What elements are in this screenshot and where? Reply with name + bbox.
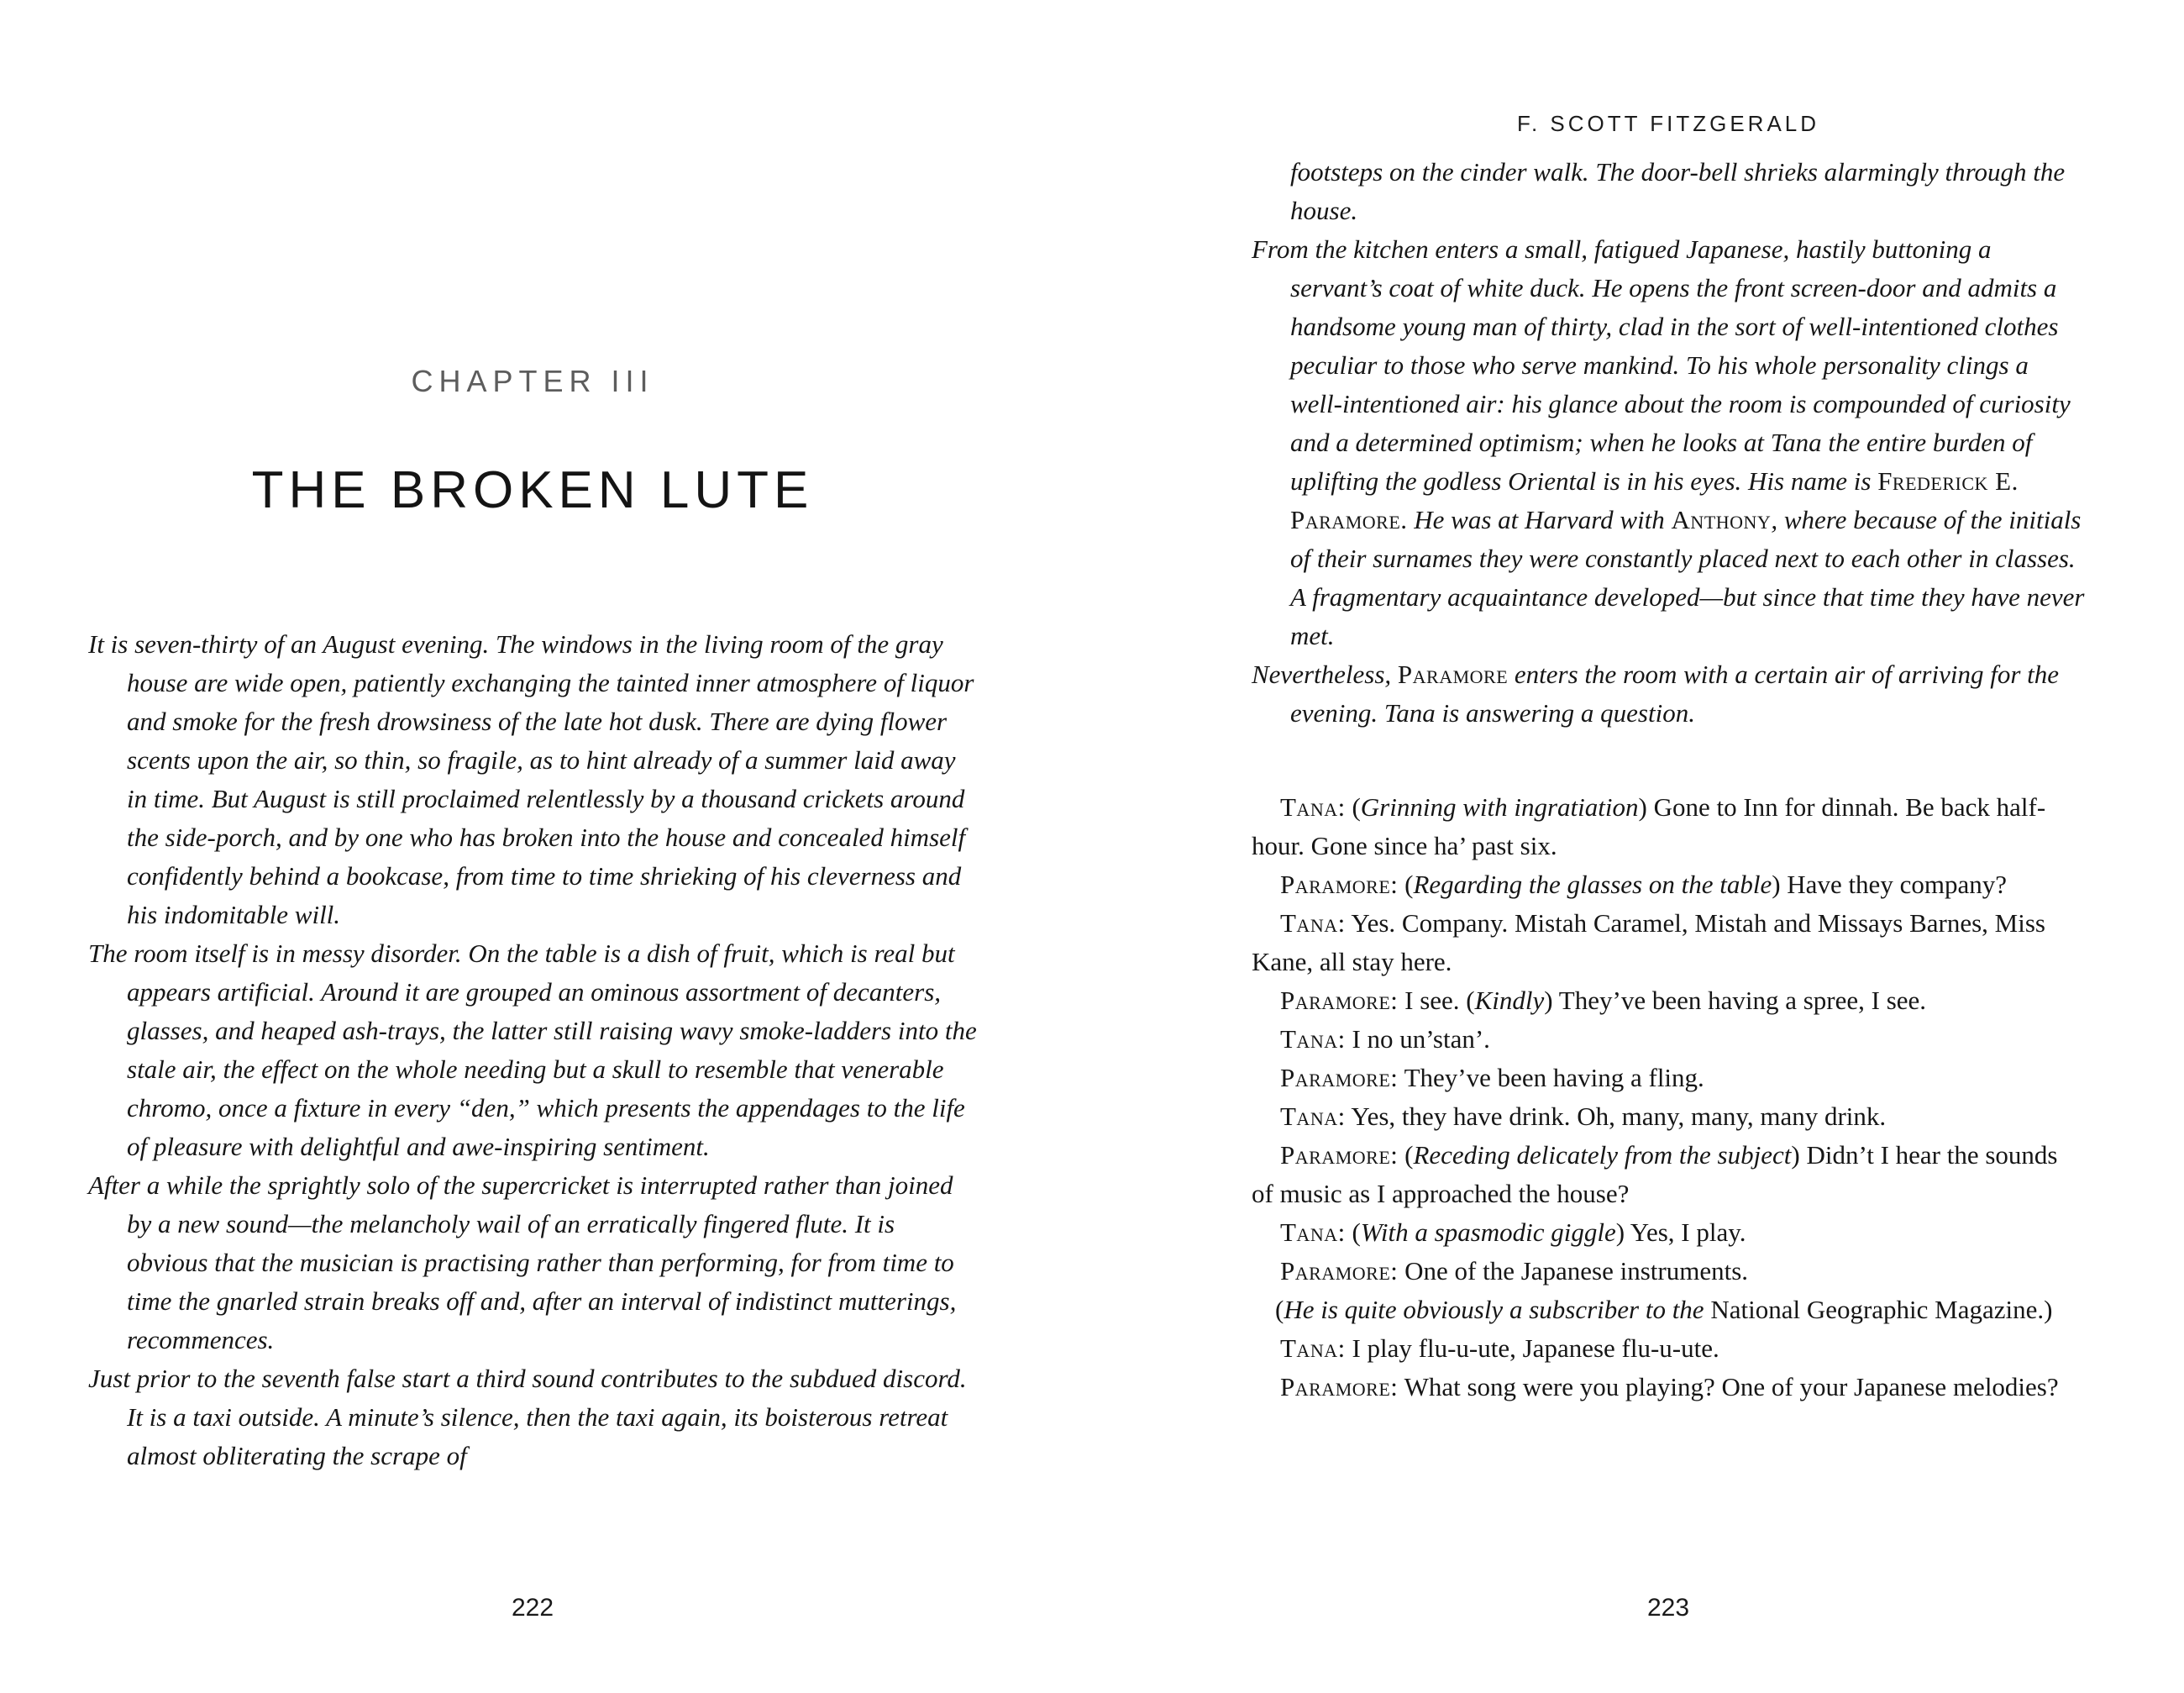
text-segment: Anthony <box>1671 505 1772 534</box>
dialogue-line <box>1252 1136 2085 1213</box>
text-segment: Nevertheless, <box>1252 660 1398 689</box>
text-segment: ) They’ve been having a spree, I see. <box>1544 986 1927 1015</box>
text-segment: footsteps on the cinder walk. The door-bell shrieks alarmingly through the house. <box>1290 157 2066 225</box>
text-segment: Kindly <box>1474 986 1545 1015</box>
text-segment: I play flu-u-ute, Japanese flu-u-ute. <box>1345 1333 1719 1363</box>
dialogue-line <box>1252 981 2085 1020</box>
text-segment: Tana: <box>1280 792 1346 822</box>
running-header: F. SCOTT FITZGERALD <box>1516 111 1820 136</box>
text-segment: enters the room with a certain air of arriving for the evening. Tana is answering a question. <box>1290 660 2059 728</box>
text-segment: The room itself is in messy disorder. On the table is a dish of fruit, which is real but appears artificial. Around it are grouped an ominous assortment of decanters, glasses, and heaped ash-trays, the latter still raising wavy smoke-ladders into the stale air, the effect on the whole needing but a skull to resemble that venerable chromo, once a fixture in every “den,” which presents the appendages to the life of pleasure with delightful and awe-inspiring sentiment. <box>88 939 977 1161</box>
page-number-left: 222 <box>511 1594 554 1622</box>
dialogue-section <box>1252 788 2085 1406</box>
text-segment: ( <box>1275 1295 1284 1324</box>
text-segment: Tana: <box>1280 1102 1346 1131</box>
text-segment: Paramore: <box>1280 1256 1399 1286</box>
stage-direction-paragraph <box>88 934 977 1166</box>
text-segment: ( <box>1345 1217 1361 1247</box>
stage-direction-paragraph <box>88 1166 977 1359</box>
text-segment: They’ve been having a fling. <box>1398 1063 1704 1092</box>
stage-directions-left <box>88 625 977 1475</box>
dialogue-line <box>1252 1059 2085 1097</box>
text-segment: After a while the sprightly solo of the supercricket is interrupted rather than joined by a new sound—the melancholy wail of an erratically fingered flute. It is obvious that the musician is practising rather than performing, for from time to time the gnarled strain breaks off and, after an interval of indistinct mutterings, recommences. <box>88 1170 957 1354</box>
text-segment: Paramore: <box>1280 870 1399 899</box>
text-segment: Yes. Company. Mistah Caramel, Mistah and Missays Barnes, Miss Kane, all stay here. <box>1252 908 2045 976</box>
text-segment: Paramore: <box>1280 1063 1399 1092</box>
dialogue-line <box>1252 865 2085 904</box>
text-segment: ) Have they company? <box>1772 870 2007 899</box>
stage-direction-paragraph <box>1252 655 2085 733</box>
text-segment: Paramore <box>1397 660 1509 689</box>
text-segment: ( <box>1345 792 1361 822</box>
dialogue-line <box>1252 788 2085 865</box>
text-segment: He was at Harvard with <box>1407 505 1672 534</box>
text-segment: ( <box>1398 870 1414 899</box>
text-segment: Regarding the glasses on the table <box>1413 870 1772 899</box>
text-segment: Just prior to the seventh false start a third sound contributes to the subdued discord. It is a taxi outside. A minute’s silence, then the taxi again, its boisterous retreat almost obliterating the scrape of <box>88 1364 967 1470</box>
stage-direction-paragraph <box>88 1359 977 1475</box>
text-segment: From the kitchen enters a small, fatigued Japanese, hastily buttoning a servant’s coat of white duck. He opens the front screen-door and admits a handsome young man of thirty, clad in the sort of well-intentioned clothes peculiar to those who serve mankind. To his whole personality clings a well-intentioned air: his glance about the room is compounded of curiosity and a determined optimism; when he looks at Tana the entire burden of uplifting the godless Oriental is in his eyes. His name is <box>1252 234 2071 496</box>
text-segment: Tana: <box>1280 908 1346 938</box>
text-segment: I no un’stan’. <box>1345 1024 1490 1054</box>
text-segment: ) Yes, I play. <box>1615 1217 1746 1247</box>
stage-direction-continuation <box>1252 153 2085 230</box>
text-segment: National Geographic Magazine.) <box>1710 1295 2053 1324</box>
text-segment: I see. ( <box>1398 986 1475 1015</box>
dialogue-line <box>1252 1329 2085 1368</box>
text-segment: Receding delicately from the subject <box>1413 1140 1792 1170</box>
text-segment: Paramore: <box>1280 986 1399 1015</box>
page-left <box>88 0 977 1693</box>
text-segment: Frederick E. Paramore. <box>1290 466 2019 534</box>
dialogue-line <box>1252 1368 2085 1406</box>
page-number-right: 223 <box>1646 1594 1690 1622</box>
text-segment: Paramore: <box>1280 1372 1399 1401</box>
text-segment: Tana: <box>1280 1217 1346 1247</box>
text-segment: Paramore: <box>1280 1140 1399 1170</box>
stage-direction-paragraph <box>88 625 977 934</box>
dialogue-line <box>1252 1252 2085 1291</box>
text-segment: Grinning with ingratiation <box>1360 792 1639 822</box>
text-segment: Yes, they have drink. Oh, many, many, many drink. <box>1345 1102 1887 1131</box>
dialogue-line <box>1252 1020 2085 1059</box>
text-segment: ) Didn’t I hear the sounds of music as I approached the house? <box>1252 1140 2058 1208</box>
dialogue-line <box>1252 1097 2085 1136</box>
text-segment: One of the Japanese instruments. <box>1398 1256 1749 1286</box>
chapter-label: CHAPTER III <box>411 364 654 398</box>
dialogue-line <box>1252 904 2085 981</box>
text-segment: He is quite obviously a subscriber to the <box>1284 1295 1711 1324</box>
text-segment: It is seven-thirty of an August evening. The windows in the living room of the gray house are wide open, patiently exchanging the tainted inner atmosphere of liquor and smoke for the fresh drowsiness of the late hot dusk. There are dying flower scents upon the air, so thin, so fragile, as to hint already of a summer laid away in time. But August is still proclaimed relentlessly by a thousand crickets around the side-porch, and by one who has broken into the house and concealed himself confidently behind a bookcase, from time to time shrieking of his cleverness and his indomitable will. <box>88 629 974 929</box>
text-segment: ( <box>1398 1140 1414 1170</box>
page-right-body <box>1252 153 2085 1406</box>
stage-aside <box>1252 1291 2085 1329</box>
chapter-title: THE BROKEN LUTE <box>251 461 814 519</box>
text-segment: What song were you playing? One of your Japanese melodies? <box>1398 1372 2059 1401</box>
text-segment: , where because of the initials of their surnames they were constantly placed next to each other in classes. A fragmentary acquaintance developed—but since that time they have never met. <box>1290 505 2085 650</box>
dialogue-line <box>1252 1213 2085 1252</box>
stage-directions-right <box>1252 153 2085 733</box>
text-segment: ) Gone to Inn for dinnah. Be back half-hour. Gone since ha’ past six. <box>1252 792 2046 860</box>
page-right <box>1252 0 2085 1693</box>
text-segment: Tana: <box>1280 1024 1346 1054</box>
text-segment: Tana: <box>1280 1333 1346 1363</box>
stage-direction-paragraph <box>1252 230 2085 655</box>
text-segment: With a spasmodic giggle <box>1360 1217 1616 1247</box>
